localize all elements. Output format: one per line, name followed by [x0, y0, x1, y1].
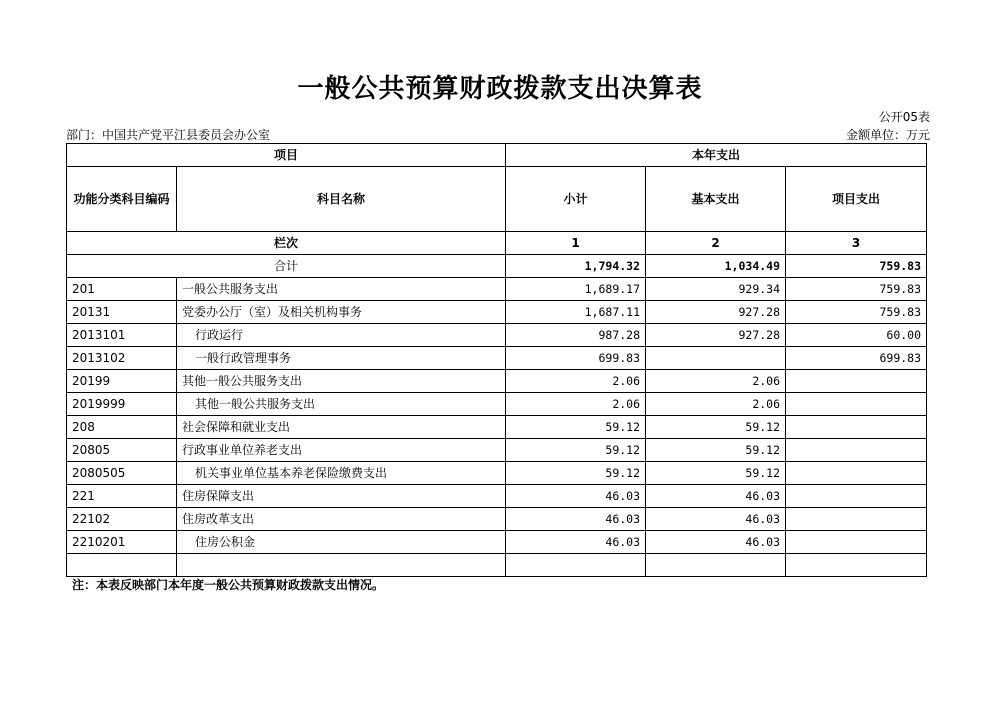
row-subtotal: 46.03: [506, 508, 646, 531]
row-code: 201: [67, 278, 177, 301]
row-project: [786, 439, 927, 462]
row-code: 2210201: [67, 531, 177, 554]
row-subtotal: 699.83: [506, 347, 646, 370]
column-order-label: 栏次: [67, 232, 506, 255]
row-subtotal: 987.28: [506, 324, 646, 347]
row-subtotal: 1,689.17: [506, 278, 646, 301]
row-code: 20199: [67, 370, 177, 393]
row-subtotal: 46.03: [506, 531, 646, 554]
header-project-exp: 项目支出: [786, 167, 927, 232]
report-title: 一般公共预算财政拨款支出决算表: [297, 74, 703, 104]
row-project: [786, 531, 927, 554]
row-subtotal: 59.12: [506, 416, 646, 439]
column-number-1: 1: [506, 232, 646, 255]
table-row: [67, 508, 927, 531]
header-row-2: [67, 167, 927, 232]
row-basic: 927.28: [646, 301, 786, 324]
header-basic: 基本支出: [646, 167, 786, 232]
row-code: 22102: [67, 508, 177, 531]
total-label: 合计: [67, 255, 506, 278]
row-basic: 46.03: [646, 508, 786, 531]
table-row: [67, 416, 927, 439]
row-basic: 929.34: [646, 278, 786, 301]
row-project: [786, 370, 927, 393]
row-name: 住房公积金: [177, 531, 506, 554]
row-name: 一般公共服务支出: [177, 278, 506, 301]
row-name: 机关事业单位基本养老保险缴费支出: [177, 462, 506, 485]
row-name: 行政事业单位养老支出: [177, 439, 506, 462]
row-basic: [646, 347, 786, 370]
row-name: 党委办公厅（室）及相关机构事务: [177, 301, 506, 324]
table-row: [67, 531, 927, 554]
row-project: [786, 416, 927, 439]
total-subtotal: 1,794.32: [506, 255, 646, 278]
empty-row: [67, 554, 927, 577]
header-project: 项目: [67, 144, 506, 167]
row-code: 221: [67, 485, 177, 508]
row-basic: 59.12: [646, 439, 786, 462]
row-project: 60.00: [786, 324, 927, 347]
row-name: 社会保障和就业支出: [177, 416, 506, 439]
row-code: 20131: [67, 301, 177, 324]
row-code: 20805: [67, 439, 177, 462]
row-project: [786, 393, 927, 416]
row-basic: 2.06: [646, 393, 786, 416]
table-note: 注：本表反映部门本年度一般公共预算财政拨款支出情况。: [72, 578, 385, 592]
header-name: 科目名称: [177, 167, 506, 232]
row-code: 2013101: [67, 324, 177, 347]
row-name: 其他一般公共服务支出: [177, 393, 506, 416]
row-project: 759.83: [786, 278, 927, 301]
header-code: 功能分类科目编码: [67, 167, 177, 232]
table-row: [67, 462, 927, 485]
row-basic: 59.12: [646, 416, 786, 439]
table-row: [67, 393, 927, 416]
row-project: 759.83: [786, 301, 927, 324]
table-row: [67, 301, 927, 324]
total-row: [67, 255, 927, 278]
row-basic: 46.03: [646, 531, 786, 554]
row-basic: 927.28: [646, 324, 786, 347]
row-name: 其他一般公共服务支出: [177, 370, 506, 393]
table-row: [67, 347, 927, 370]
row-project: [786, 508, 927, 531]
header-subtotal: 小计: [506, 167, 646, 232]
row-code: 2019999: [67, 393, 177, 416]
table-row: [67, 370, 927, 393]
row-name: 住房保障支出: [177, 485, 506, 508]
row-code: 2080505: [67, 462, 177, 485]
row-basic: 46.03: [646, 485, 786, 508]
header-current-year: 本年支出: [506, 144, 927, 167]
column-order-row: [67, 232, 927, 255]
row-subtotal: 2.06: [506, 393, 646, 416]
row-name: 一般行政管理事务: [177, 347, 506, 370]
column-number-3: 3: [786, 232, 927, 255]
row-subtotal: 2.06: [506, 370, 646, 393]
total-basic: 1,034.49: [646, 255, 786, 278]
total-project: 759.83: [786, 255, 927, 278]
row-subtotal: 59.12: [506, 462, 646, 485]
row-project: 699.83: [786, 347, 927, 370]
header-row-1: [67, 144, 927, 167]
row-name: 行政运行: [177, 324, 506, 347]
row-name: 住房改革支出: [177, 508, 506, 531]
expenditure-table: [66, 143, 927, 577]
department-label: 部门：中国共产党平江县委员会办公室: [66, 128, 271, 142]
row-code: 2013102: [67, 347, 177, 370]
amount-unit-label: 金额单位：万元: [845, 128, 930, 142]
row-code: 208: [67, 416, 177, 439]
table-row: [67, 324, 927, 347]
row-subtotal: 46.03: [506, 485, 646, 508]
table-row: [67, 439, 927, 462]
row-basic: 2.06: [646, 370, 786, 393]
table-row: [67, 278, 927, 301]
column-number-2: 2: [646, 232, 786, 255]
row-basic: 59.12: [646, 462, 786, 485]
row-subtotal: 1,687.11: [506, 301, 646, 324]
form-number: 公开05表: [878, 110, 930, 124]
table-row: [67, 485, 927, 508]
row-subtotal: 59.12: [506, 439, 646, 462]
row-project: [786, 485, 927, 508]
row-project: [786, 462, 927, 485]
